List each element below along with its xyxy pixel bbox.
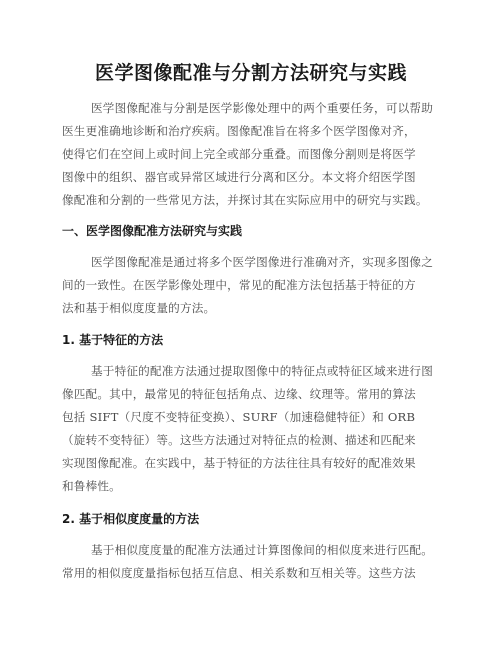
section1-line: 间的一致性。在医学影像处理中，常见的配准方法包括基于特征的方 (62, 278, 416, 292)
intro-line: 医生更准确地诊断和治疗疾病。图像配准旨在将多个医学图像对齐， (62, 124, 416, 138)
subsection1-line: 和鲁棒性。 (62, 479, 121, 493)
subsection2-line: 常用的相似度度量指标包括互信息、相关系数和互相关等。这些方法 (62, 566, 416, 580)
subsection1-line: 实现图像配准。在实践中，基于特征的方法往往具有较好的配准效果 (62, 456, 416, 470)
section1-line: 法和基于相似度度量的方法。 (62, 301, 216, 315)
subsection1-line: 像匹配。其中，最常见的特征包括角点、边缘、纹理等。常用的算法 (62, 387, 416, 401)
subsection1-line: （旋转不变特征）等。这些方法通过对特征点的检测、描述和匹配来 (62, 433, 416, 447)
subsection-heading: 1. 基于特征的方法 (62, 333, 164, 347)
document-title: 医学图像配准与分割方法研究与实践 (94, 62, 407, 84)
intro-line: 像配准和分割的一些常见方法，并探讨其在实际应用中的研究与实践。 (62, 193, 428, 207)
subsection1-line: 包括 SIFT（尺度不变特征变换）、SURF（加速稳健特征）和 ORB (62, 410, 416, 424)
subsection2-line: 基于相似度度量的配准方法通过计算图像间的相似度来进行匹配。 (91, 543, 434, 557)
subsection-heading: 2. 基于相似度度量的方法 (62, 512, 200, 526)
section1-line: 医学图像配准是通过将多个医学图像进行准确对齐，实现多图像之 (91, 255, 434, 269)
intro-line: 图像中的组织、器官或异常区域进行分离和区分。本文将介绍医学图 (62, 170, 416, 184)
intro-line: 使得它们在空间上或时间上完全或部分重叠。而图像分割则是将医学 (62, 147, 416, 161)
intro-line: 医学图像配准与分割是医学影像处理中的两个重要任务，可以帮助 (91, 101, 434, 115)
subsection1-line: 基于特征的配准方法通过提取图像中的特征点或特征区域来进行图 (91, 364, 434, 378)
section-heading: 一、医学图像配准方法研究与实践 (62, 224, 243, 238)
